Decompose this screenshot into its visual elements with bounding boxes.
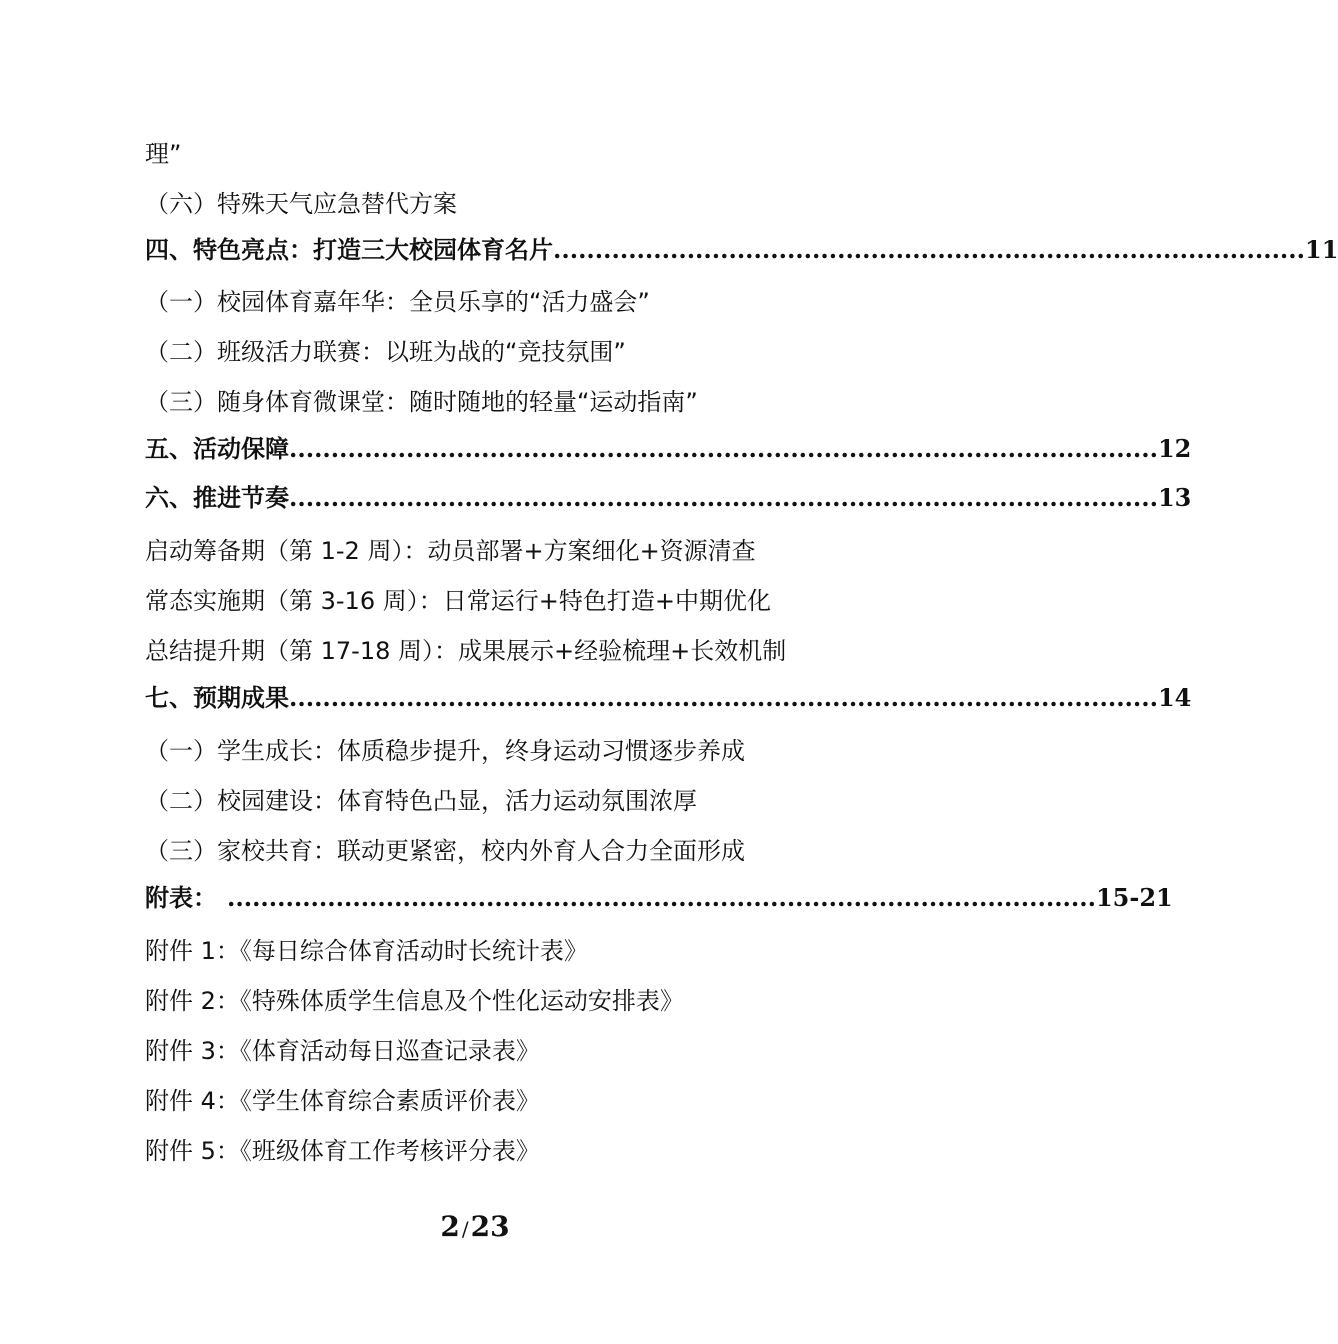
toc-attachment-2: 附件 2：《特殊体质学生信息及个性化运动安排表》	[145, 987, 684, 1015]
toc-attachment-1: 附件 1：《每日综合体育活动时长统计表》	[145, 937, 588, 965]
page-footer	[0, 1210, 950, 1243]
toc-page-number: 12	[1157, 434, 1192, 463]
toc-page-number: 11	[1305, 235, 1338, 264]
toc-heading-title: 五、活动保障	[145, 434, 289, 463]
toc-page-number: 14	[1157, 683, 1192, 712]
toc-leader-dots: ........................................................................................................	[289, 434, 1158, 463]
toc-item-microclass: （三）随身体育微课堂：随时随地的轻量“运动指南”	[145, 388, 698, 416]
toc-leader-dots: ........................................................................................................	[289, 483, 1158, 512]
current-page-number: 2	[440, 1210, 460, 1243]
toc-heading-title: 七、预期成果	[145, 683, 289, 712]
toc-line-continuation: 理”	[145, 140, 182, 168]
toc-heading-title: 附表：	[145, 883, 217, 912]
toc-heading-4[interactable]	[145, 234, 1338, 266]
toc-leader-dots: ........................................................................................................	[227, 883, 1096, 912]
toc-item-league: （二）班级活力联赛：以班为战的“竞技氛围”	[145, 338, 626, 366]
toc-heading-5[interactable]	[145, 433, 1192, 465]
page-separator: /	[461, 1217, 469, 1241]
toc-page-number: 13	[1157, 483, 1192, 512]
toc-heading-title: 六、推进节奏	[145, 483, 289, 512]
toc-heading-7[interactable]	[145, 682, 1192, 714]
toc-item-phase-3: 总结提升期（第 17-18 周）：成果展示+经验梳理+长效机制	[145, 637, 787, 665]
toc-attachment-4: 附件 4：《学生体育综合素质评价表》	[145, 1087, 540, 1115]
toc-leader-dots: ..........................................................................................	[553, 235, 1305, 264]
toc-item-student-growth: （一）学生成长：体质稳步提升，终身运动习惯逐步养成	[145, 737, 745, 765]
toc-attachment-3: 附件 3：《体育活动每日巡查记录表》	[145, 1037, 540, 1065]
total-pages: 23	[470, 1210, 510, 1243]
toc-leader-dots: ........................................................................................................	[289, 683, 1158, 712]
toc-attachment-5: 附件 5：《班级体育工作考核评分表》	[145, 1137, 540, 1165]
toc-item-weather-plan: （六）特殊天气应急替代方案	[145, 190, 457, 218]
toc-item-phase-1: 启动筹备期（第 1-2 周）：动员部署+方案细化+资源清查	[145, 537, 756, 565]
toc-item-campus-building: （二）校园建设：体育特色凸显，活力运动氛围浓厚	[145, 787, 697, 815]
toc-page-number: 15-21	[1095, 883, 1173, 912]
toc-heading-6[interactable]	[145, 482, 1192, 514]
toc-item-phase-2: 常态实施期（第 3-16 周）：日常运行+特色打造+中期优化	[145, 587, 771, 615]
toc-item-home-school: （三）家校共育：联动更紧密，校内外育人合力全面形成	[145, 837, 745, 865]
toc-heading-title: 四、特色亮点：打造三大校园体育名片	[145, 235, 553, 264]
toc-heading-appendix[interactable]	[145, 882, 1173, 914]
toc-item-carnival: （一）校园体育嘉年华：全员乐享的“活力盛会”	[145, 288, 650, 316]
